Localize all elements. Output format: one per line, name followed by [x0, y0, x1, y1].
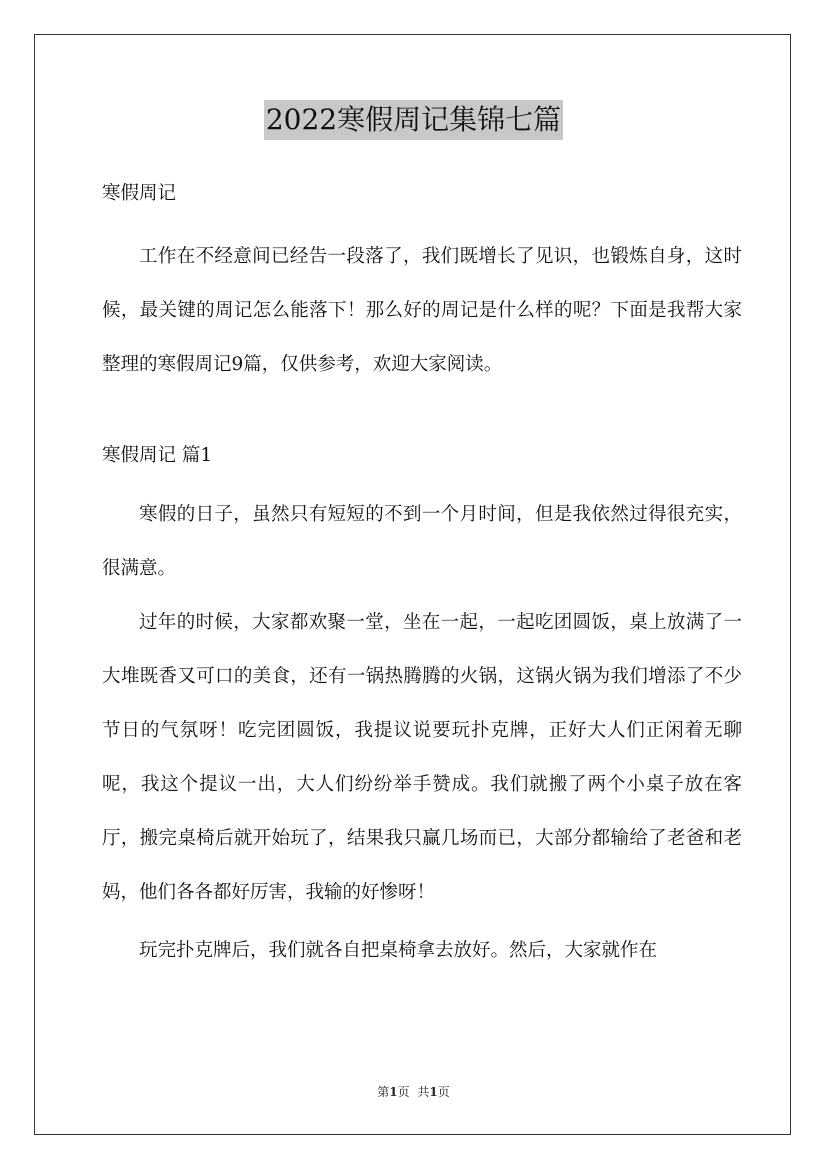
document-title: 2022寒假周记集锦七篇 [264, 100, 563, 140]
body-paragraph-3: 玩完扑克牌后，我们就各自把桌椅拿去放好。然后，大家就作在 [139, 940, 658, 961]
body-paragraph-1: 寒假的日子，虽然只有短短的不到一个月时间，但是我依然过得很充实，很满意。 [102, 504, 742, 579]
document-body [102, 176, 742, 978]
spacer [102, 392, 742, 438]
page-current: 1 [389, 1085, 398, 1099]
body-paragraph-2: 过年的时候，大家都欢聚一堂，坐在一起，一起吃团圆饭，桌上放满了一大堆既香又可口的美食，还有一锅热腾腾的火锅，这锅火锅为我们增添了不少节日的气氛呀！吃完团圆饭，我提议说要玩扑克牌，正好大人们正闲着无聊呢，我这个提议一出，大人们纷纷举手赞成。我们就搬了两个小桌子放在客厅，搬完桌椅后就开始玩了，结果我只赢几场而已，大部分都输给了老爸和老妈，他们各各都好厉害，我输的好惨呀！ [102, 612, 742, 903]
intro-paragraph: 工作在不经意间已经告一段落了，我们既增长了见识，也锻炼自身，这时候，最关键的周记怎么能落下！那么好的周记是什么样的呢？下面是我帮大家整理的寒假周记9篇，仅供参考，欢迎大家阅读。 [102, 246, 742, 375]
page-total: 1 [429, 1085, 438, 1099]
article-heading: 寒假周记 篇1 [102, 445, 213, 466]
page-footer [0, 1083, 827, 1100]
total-suffix: 页 [437, 1085, 450, 1099]
section-heading: 寒假周记 [102, 183, 177, 204]
title-container [0, 100, 827, 140]
page-prefix: 第 [377, 1085, 390, 1099]
total-prefix: 共 [417, 1085, 430, 1099]
page-suffix: 页 [397, 1085, 410, 1099]
